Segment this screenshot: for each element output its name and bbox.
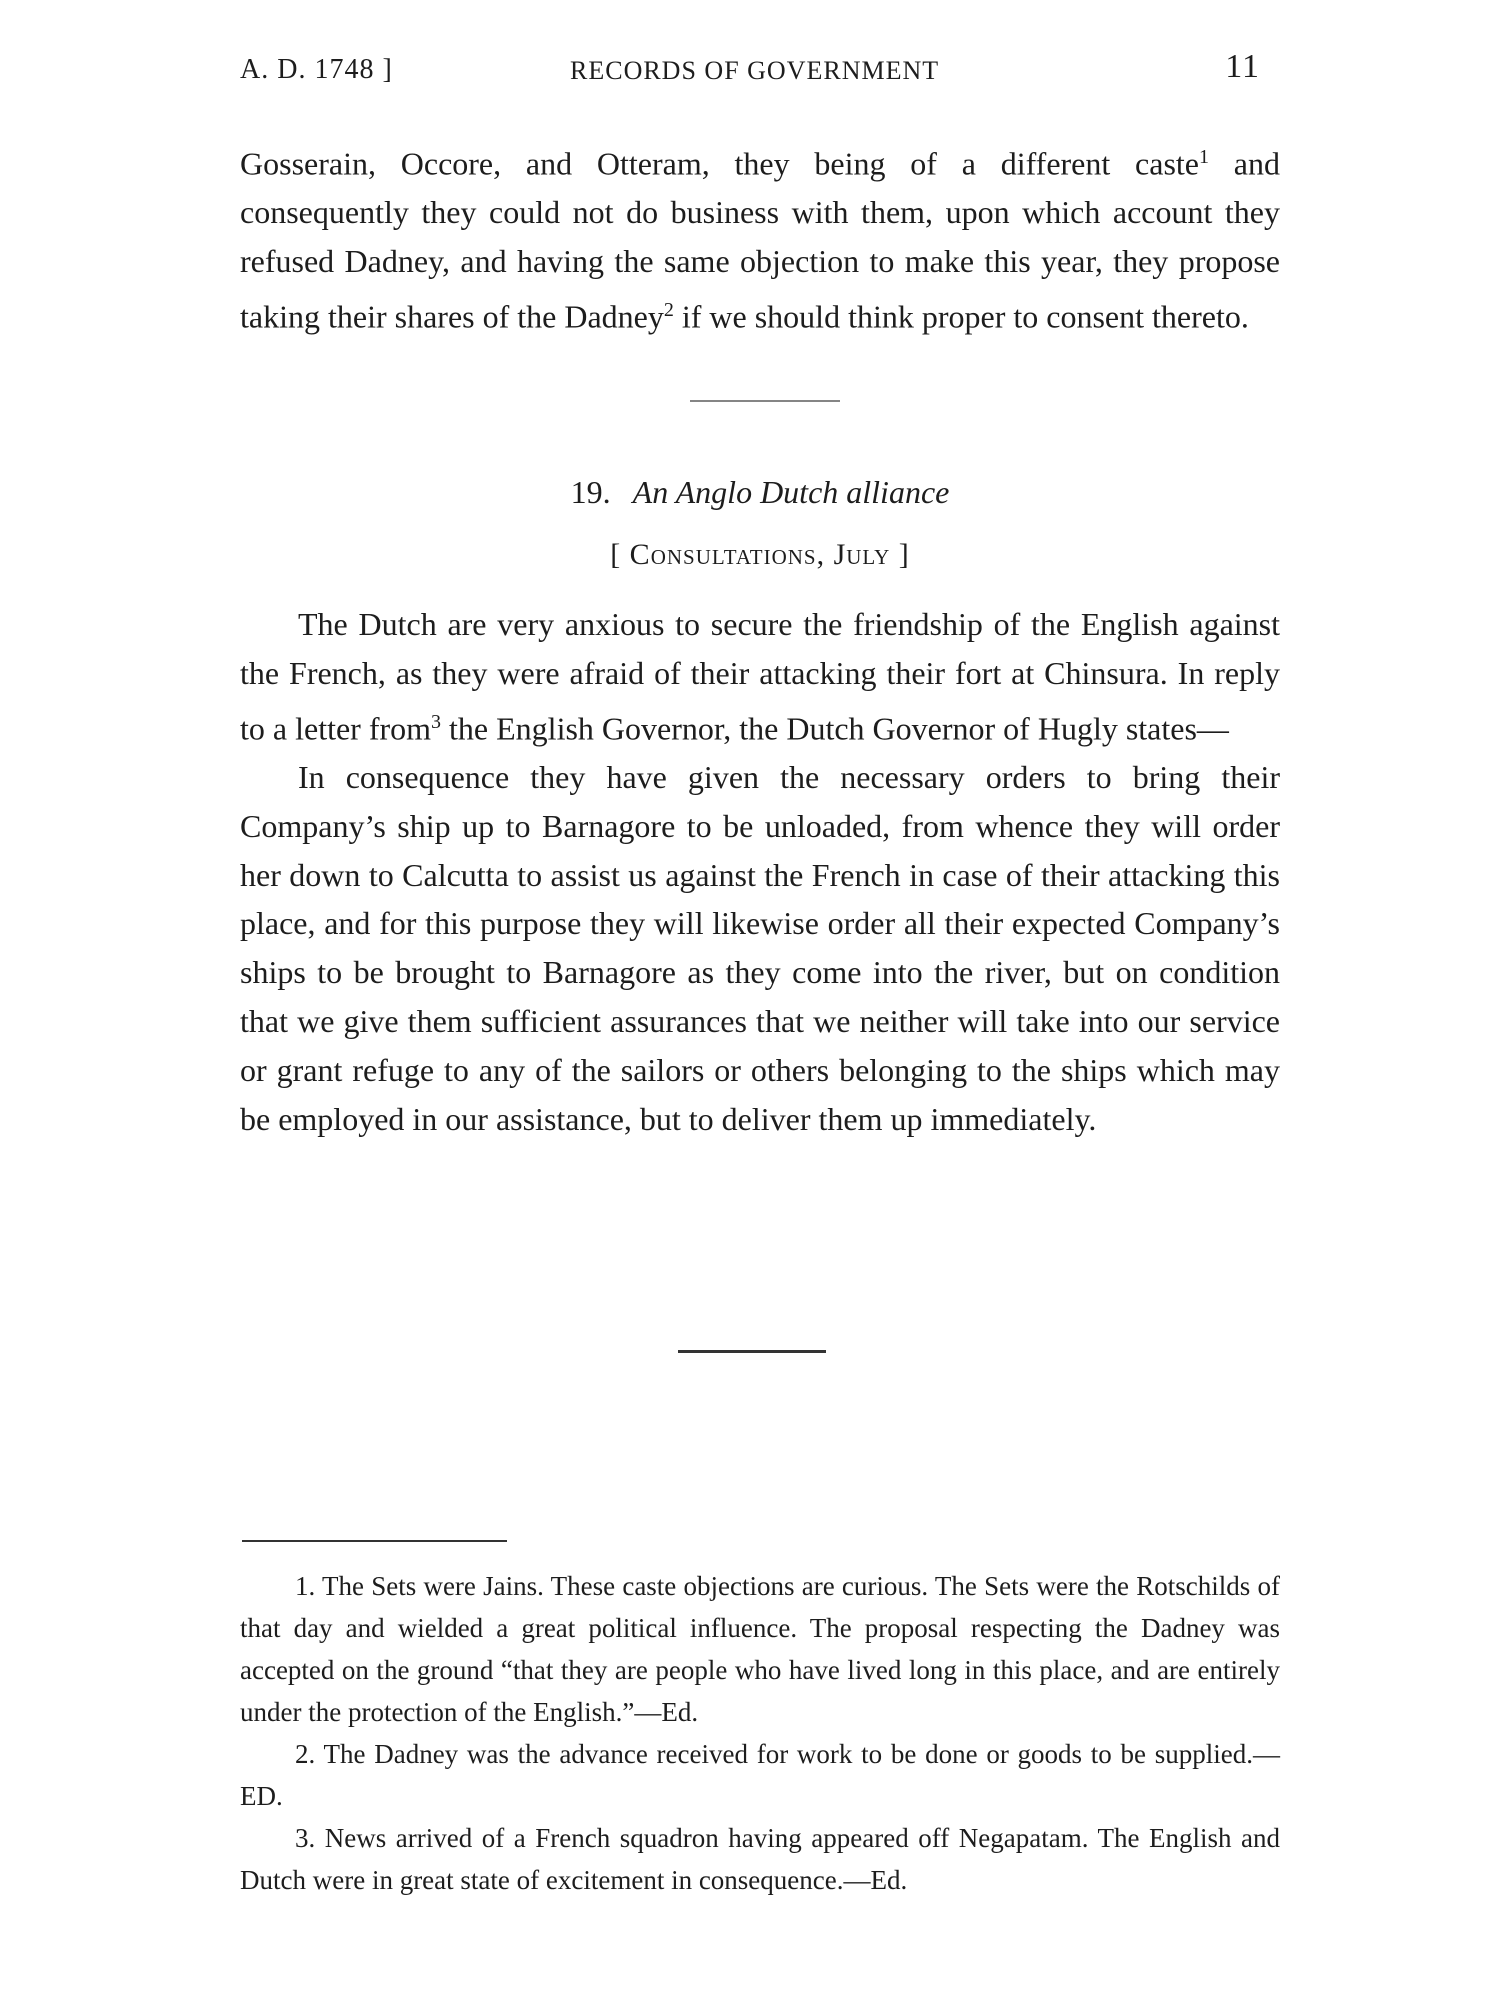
end-separator (678, 1350, 826, 1353)
section-number: 19. (570, 474, 611, 510)
footnote-rule (242, 1540, 507, 1542)
header-title: RECORDS OF GOVERNMENT (570, 56, 940, 85)
footnote-ref-2: 2 (663, 299, 674, 322)
footnotes (240, 1565, 1280, 1901)
footnote-ref-3: 3 (431, 710, 442, 733)
intro-paragraph (240, 600, 1280, 753)
section-subheading: [ Consultations, July ] (610, 538, 910, 571)
quoted-paragraph: In consequence they have given the necessary orders to bring their Company’s ship up to Barnagore to be unloaded, from whence they will order her down to Calcutta to assist us against the French in case of their attacking this place, and for this purpose they will likewise order all their expected Company’s ships to be brought to Barnagore as they come into the river, but on condition that we give them sufficient assurances that we neither will take into our service or grant refuge to any of the sailors or others belonging to the ships which may be employed in our assistance, but to deliver them up immediately. (240, 759, 1280, 1137)
intro-text-part-2: the English Governor, the Dutch Governor of Hugly states— (441, 710, 1229, 747)
footnote-3: 3. News arrived of a French squadron having appeared off Negapatam. The English and Dutch were in great state of excitement in consequence.—Ed. (240, 1823, 1280, 1895)
header-year: A. D. 1748 ] (240, 54, 393, 85)
page-number: 11 (1225, 48, 1260, 85)
continued-text-part-1: Gosserain, Occore, and Otteram, they being of a different caste (240, 145, 1200, 182)
section-separator (690, 400, 840, 402)
footnote-ref-1: 1 (1199, 146, 1210, 168)
section-body (240, 600, 1280, 1143)
continued-paragraph-text (240, 133, 1280, 342)
footnote-2: 2. The Dadney was the advance received for work to be done or goods to be supplied.—ED. (240, 1739, 1280, 1811)
continued-paragraph (240, 133, 1280, 342)
running-header (240, 48, 1280, 98)
continued-text-part-2: and consequently they could not do business with them, upon which account they refused Dadney, and having the same objection to make this year, they propose taking their shares of the Dadney (240, 145, 1281, 335)
intro-text-part-1: The Dutch are very anxious to secure the friendship of the English against the French, as they were afraid of their attacking their fort at Chinsura. In reply to a letter from (240, 606, 1280, 747)
section-title: An Anglo Dutch alliance (632, 474, 950, 510)
footnote-1: 1. The Sets were Jains. These caste objections are curious. The Sets were the Rotschilds of that day and wielded a great political influence. The proposal respecting the Dadney was accepted on the ground “that they are people who have lived long in this place, and are entirely under the protection of the English.”—Ed. (240, 1571, 1280, 1727)
continued-text-part-3: if we should think proper to consent thereto. (673, 298, 1249, 335)
section-heading (240, 474, 1280, 511)
